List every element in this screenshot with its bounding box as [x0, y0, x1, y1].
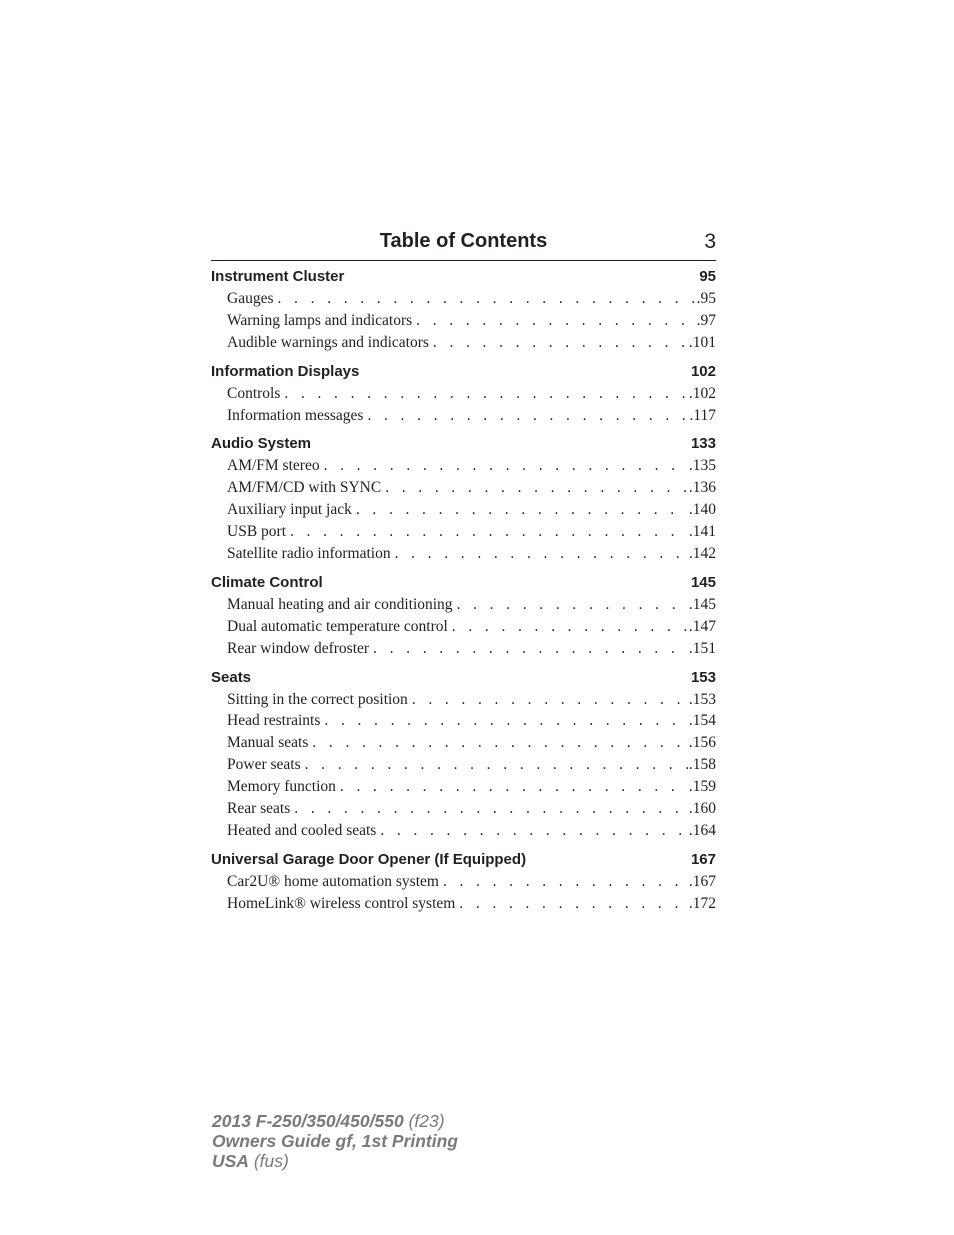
dot-leader	[416, 310, 695, 332]
entry-label: AM/FM/CD with SYNC	[227, 479, 382, 497]
dot-leader	[367, 405, 688, 427]
dot-leader	[452, 616, 688, 638]
footer	[212, 1111, 458, 1171]
toc-entry[interactable]	[211, 288, 716, 310]
entry-label: USB port	[227, 523, 286, 541]
toc-entry[interactable]	[211, 798, 716, 820]
toc-entry[interactable]	[211, 638, 716, 660]
dot-leader	[324, 710, 687, 732]
entry-label: AM/FM stereo	[227, 457, 320, 475]
toc-entry[interactable]	[211, 594, 716, 616]
section-page: 95	[699, 268, 716, 285]
entry-page: .167	[688, 872, 716, 890]
dot-leader	[290, 521, 688, 543]
toc-section	[211, 849, 716, 915]
entry-page: .156	[688, 734, 716, 752]
footer-line-1	[212, 1111, 458, 1131]
entry-label: Power seats	[227, 756, 301, 774]
footer-market: USA	[212, 1151, 249, 1171]
entry-label: Manual seats	[227, 734, 309, 752]
section-page: 167	[690, 850, 716, 868]
toc-entry[interactable]	[211, 499, 716, 521]
toc-entry[interactable]	[211, 616, 716, 638]
entry-page: .172	[688, 894, 716, 912]
toc-entry[interactable]	[211, 754, 716, 776]
dot-leader	[324, 455, 688, 477]
dot-leader	[284, 383, 687, 405]
dot-leader	[380, 820, 688, 842]
dot-leader	[395, 543, 688, 565]
entry-label: Satellite radio information	[227, 545, 391, 563]
toc-section	[211, 433, 716, 564]
entry-page: .158	[688, 756, 716, 774]
entry-page: .145	[688, 595, 716, 613]
entry-label: Auxiliary input jack	[227, 501, 352, 519]
entry-page: .160	[688, 800, 716, 818]
entry-page: .140	[688, 501, 716, 519]
toc-entry[interactable]	[211, 332, 716, 354]
entry-label: Controls	[227, 384, 281, 402]
entry-page: .164	[688, 821, 716, 839]
toc-entry[interactable]	[211, 543, 716, 565]
dot-leader	[457, 594, 688, 616]
section-title: Universal Garage Door Opener (If Equipped)	[211, 850, 527, 868]
toc-section	[211, 667, 716, 842]
section-title: Information Displays	[211, 362, 360, 380]
toc-entry[interactable]	[211, 776, 716, 798]
toc-entry[interactable]	[211, 710, 716, 732]
entry-label: Sitting in the correct position	[227, 690, 408, 708]
toc-entry[interactable]	[211, 310, 716, 332]
entry-page: .117	[689, 406, 716, 424]
entry-page: .151	[688, 639, 716, 657]
dot-leader	[294, 798, 688, 820]
entry-page: .97	[696, 311, 716, 329]
toc-entry[interactable]	[211, 477, 716, 499]
section-heading[interactable]	[211, 849, 716, 871]
dot-leader	[385, 477, 688, 499]
footer-line-2: Owners Guide gf, 1st Printing	[212, 1131, 458, 1151]
section-page: 153	[690, 668, 716, 686]
entry-page: .153	[688, 690, 716, 708]
section-page: 145	[690, 573, 716, 591]
footer-model: 2013 F-250/350/450/550	[212, 1111, 404, 1131]
entry-label: Memory function	[227, 778, 336, 796]
entry-label: Car2U® home automation system	[227, 872, 439, 890]
dot-leader	[312, 732, 688, 754]
dot-leader	[459, 893, 688, 915]
dot-leader	[305, 754, 688, 776]
entry-page: .95	[696, 290, 716, 307]
section-heading[interactable]	[211, 361, 716, 383]
toc-entry[interactable]	[211, 820, 716, 842]
page-header	[211, 228, 716, 261]
dot-leader	[373, 638, 688, 660]
section-title: Climate Control	[211, 573, 323, 591]
entry-page: .147	[688, 617, 716, 635]
toc-section	[211, 572, 716, 660]
section-page: 133	[690, 435, 716, 453]
entry-page: .102	[688, 384, 716, 402]
section-title: Seats	[211, 668, 252, 686]
toc-entry[interactable]	[211, 521, 716, 543]
section-heading[interactable]	[211, 433, 716, 455]
page-number: 3	[704, 230, 716, 253]
footer-market-code: (fus)	[253, 1151, 289, 1171]
entry-label: Dual automatic temperature control	[227, 617, 448, 635]
dot-leader	[278, 288, 696, 310]
toc-entry[interactable]	[211, 455, 716, 477]
entry-label: Head restraints	[227, 712, 321, 730]
entry-label: Rear seats	[227, 800, 291, 818]
entry-label: Information messages	[227, 406, 364, 424]
entry-label: Warning lamps and indicators	[227, 311, 413, 329]
entry-label: Heated and cooled seats	[227, 821, 377, 839]
section-page: 102	[690, 362, 716, 380]
entry-page: .136	[688, 479, 716, 497]
toc-entry[interactable]	[211, 689, 716, 711]
dot-leader	[443, 871, 688, 893]
entry-page: .101	[688, 333, 716, 351]
entry-label: HomeLink® wireless control system	[227, 894, 456, 912]
section-title: Instrument Cluster	[211, 268, 345, 285]
toc-section	[211, 266, 716, 354]
entry-label: Rear window defroster	[227, 639, 370, 657]
toc-entry[interactable]	[211, 893, 716, 915]
footer-model-code: (f23)	[408, 1111, 445, 1131]
section-heading[interactable]	[211, 572, 716, 594]
page-title: Table of Contents	[379, 230, 548, 252]
dot-leader	[412, 689, 688, 711]
toc-entry[interactable]	[211, 871, 716, 893]
toc-entry[interactable]	[211, 383, 716, 405]
toc-entry[interactable]	[211, 405, 716, 427]
dot-leader	[356, 499, 688, 521]
toc-section	[211, 361, 716, 427]
entry-label: Manual heating and air conditioning	[227, 595, 453, 613]
entry-page: .142	[688, 545, 716, 563]
entry-label: Audible warnings and indicators	[227, 333, 429, 351]
entry-page: .154	[688, 712, 716, 730]
entry-label: Gauges	[227, 290, 274, 307]
table-of-contents	[211, 266, 716, 922]
entry-page: .135	[688, 457, 716, 475]
section-heading[interactable]	[211, 266, 716, 288]
footer-line-3	[212, 1151, 458, 1171]
section-heading[interactable]	[211, 667, 716, 689]
entry-page: .159	[688, 778, 716, 796]
dot-leader	[340, 776, 688, 798]
toc-entry[interactable]	[211, 732, 716, 754]
dot-leader	[433, 332, 688, 354]
entry-page: .141	[688, 523, 716, 541]
section-title: Audio System	[211, 435, 312, 453]
